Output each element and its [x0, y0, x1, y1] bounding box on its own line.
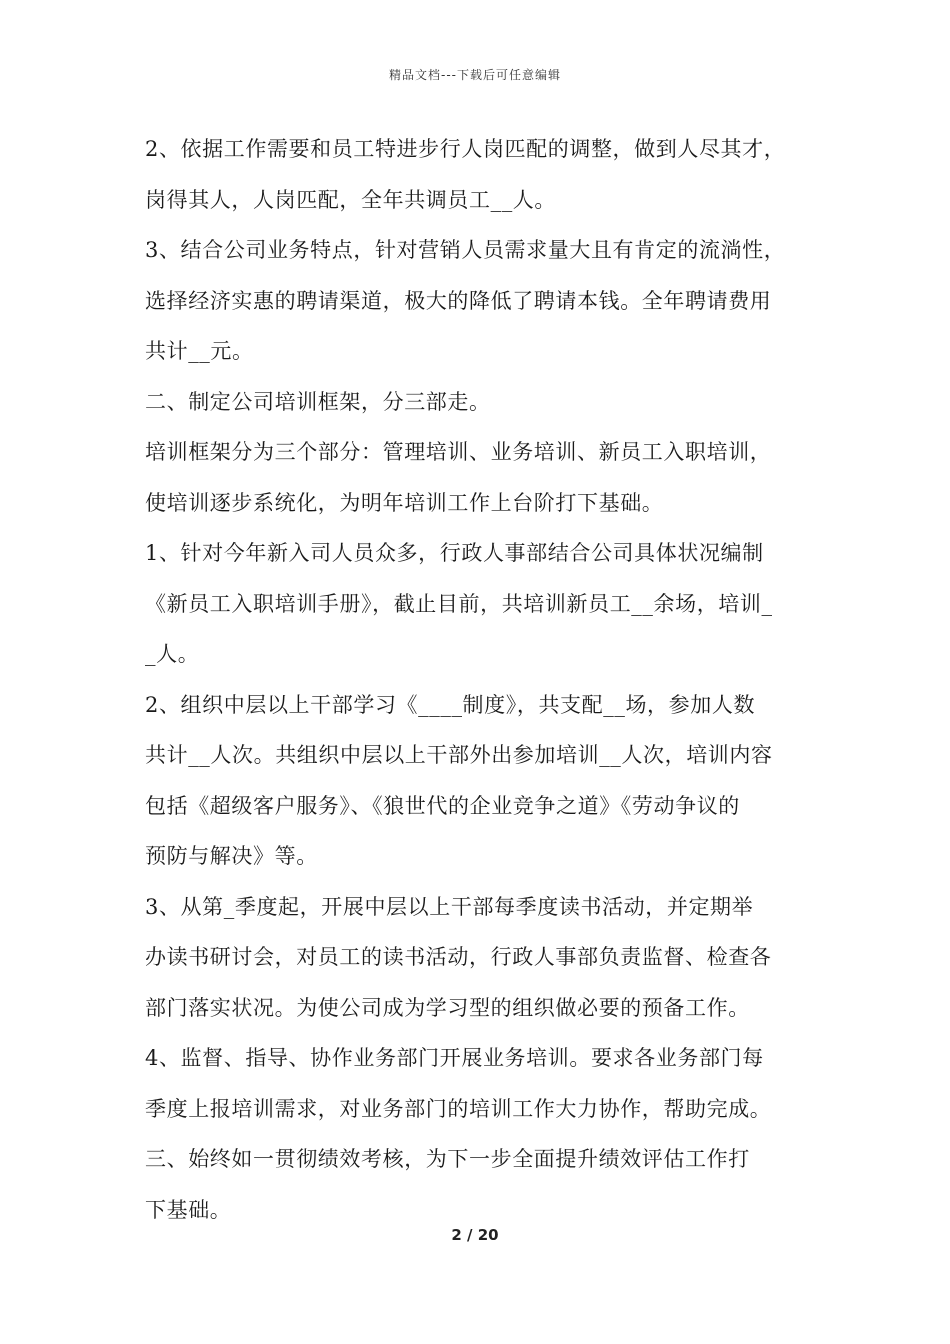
text-line: 岗得其人，人岗匹配，全年共调员工__人。	[145, 187, 556, 212]
text-line: _人。	[145, 642, 200, 666]
text-line: 1、针对今年新入司人员众多，行政人事部结合公司具体状况编制	[145, 541, 764, 565]
text-line: 预防与解决》等。	[145, 844, 318, 868]
text-line: 共计__元。	[145, 339, 254, 363]
text-line: 《新员工入职培训手册》，截止目前，共培训新员工__余场，培训_	[145, 591, 773, 616]
text-line: 使培训逐步系统化，为明年培训工作上台阶打下基础。	[145, 490, 664, 515]
text-line: 下基础。	[145, 1197, 232, 1222]
text-line: 部门落实状况。为使公司成为学习型的组织做必要的预备工作。	[145, 995, 750, 1020]
text-line: 共计__人次。共组织中层以上干部外出参加培训__人次，培训内容	[145, 743, 773, 767]
page-number: 2 / 20	[451, 1226, 499, 1244]
text-line: 包括《超级客户服务》、《狼世代的企业竞争之道》《劳动争议的	[145, 793, 740, 818]
text-line: 培训框架分为三个部分：管理培训、业务培训、新员工入职培训，	[145, 440, 772, 464]
document-body	[145, 124, 820, 1235]
page-header: 精品文档---下载后可任意编辑	[389, 68, 561, 82]
text-line: 季度上报培训需求，对业务部门的培训工作大力协作，帮助完成。	[145, 1096, 772, 1121]
section-heading: 三、始终如一贯彻绩效考核，为下一步全面提升绩效评估工作打	[145, 1147, 750, 1171]
text-line: 办读书研讨会，对员工的读书活动，行政人事部负责监督、检查各	[145, 945, 772, 969]
text-line: 选择经济实惠的聘请渠道，极大的降低了聘请本钱。全年聘请费用	[145, 288, 772, 313]
text-line: 3、从第_季度起，开展中层以上干部每季度读书活动，并定期举	[145, 894, 754, 919]
text-line: 3、结合公司业务特点，针对营销人员需求量大且有肯定的流淌性，	[145, 238, 786, 262]
text-line: 2、组织中层以上干部学习《____制度》，共支配__场，参加人数	[145, 692, 756, 717]
section-heading: 二、制定公司培训框架，分三部走。	[145, 389, 491, 414]
text-line: 4、监督、指导、协作业务部门开展业务培训。要求各业务部门每	[145, 1046, 764, 1070]
text-line: 2、依据工作需要和员工特进步行人岗匹配的调整，做到人尽其才，	[145, 137, 786, 161]
